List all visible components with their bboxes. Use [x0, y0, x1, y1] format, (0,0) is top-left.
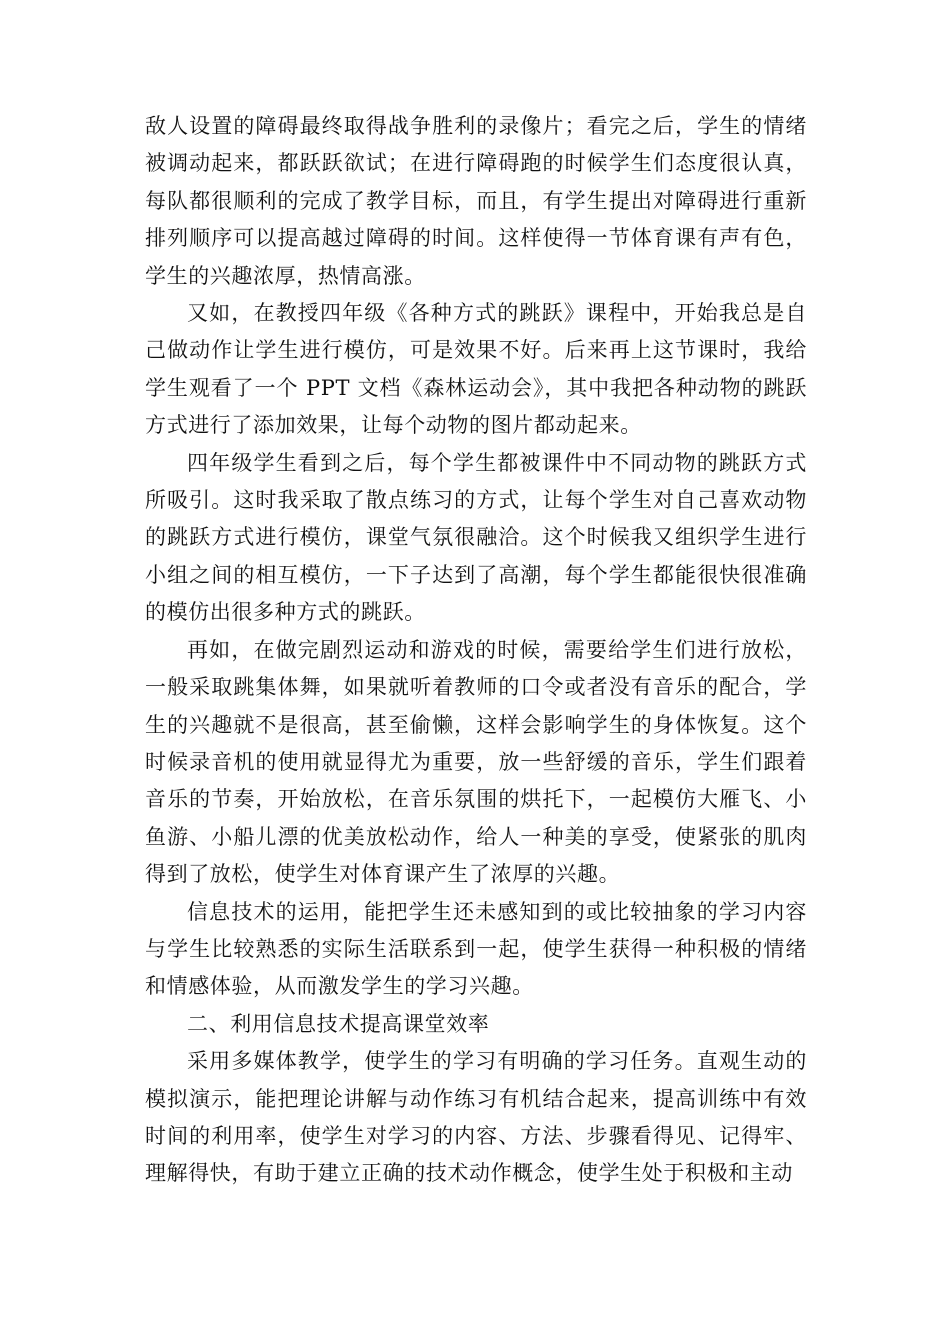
- paragraph-it-summary: 信息技术的运用，能把学生还未感知到的或比较抽象的学习内容与学生比较熟悉的实际生活联系到一起，使学生获得一种积极的情绪和情感体验，从而激发学生的学习兴趣。: [145, 899, 807, 999]
- paragraph-multimedia: 采用多媒体教学，使学生的学习有明确的学习任务。直观生动的模拟演示，能把理论讲解与动作练习有机结合起来，提高训练中有效时间的利用率，使学生对学习的内容、方法、步骤看得见、记得牢、理解得快，有助于建立正确的技术动作概念，使学生处于积极和主动: [145, 1049, 807, 1186]
- paragraph-continuation: 敌人设置的障碍最终取得战争胜利的录像片；看完之后，学生的情绪被调动起来，都跃跃欲试；在进行障碍跑的时候学生们态度很认真，每队都很顺利的完成了教学目标，而且，有学生提出对障碍进行重新排列顺序可以提高越过障碍的时间。这样使得一节体育课有声有色，学生的兴趣浓厚，热情高涨。: [145, 114, 807, 288]
- paragraph-student-reaction: 四年级学生看到之后，每个学生都被课件中不同动物的跳跃方式所吸引。这时我采取了散点练习的方式，让每个学生对自己喜欢动物的跳跃方式进行模仿，课堂气氛很融洽。这个时候我又组织学生进行小组之间的相互模仿，一下子达到了高潮，每个学生都能很快很准确的模仿出很多种方式的跳跃。: [145, 450, 807, 625]
- body-text: [145, 108, 807, 1193]
- paragraph-relaxation-music: 再如，在做完剧烈运动和游戏的时候，需要给学生们进行放松，一般采取跳集体舞，如果就听着教师的口令或者没有音乐的配合，学生的兴趣就不是很高，甚至偷懒，这样会影响学生的身体恢复。这个时候录音机的使用就显得尤为重要，放一些舒缓的音乐，学生们跟着音乐的节奏，开始放松，在音乐氛围的烘托下，一起模仿大雁飞、小鱼游、小船儿漂的优美放松动作，给人一种美的享受，使紧张的肌肉得到了放松，使学生对体育课产生了浓厚的兴趣。: [145, 637, 807, 887]
- section-heading: 二、利用信息技术提高课堂效率: [187, 1011, 490, 1036]
- paragraph-jumping-lesson: 又如，在教授四年级《各种方式的跳跃》课程中，开始我总是自己做动作让学生进行模仿，可是效果不好。后来再上这节课时，我给学生观看了一个 PPT 文档《森林运动会》，其中我把各种动物的跳跃方式进行了添加效果，让每个动物的图片都动起来。: [145, 301, 807, 438]
